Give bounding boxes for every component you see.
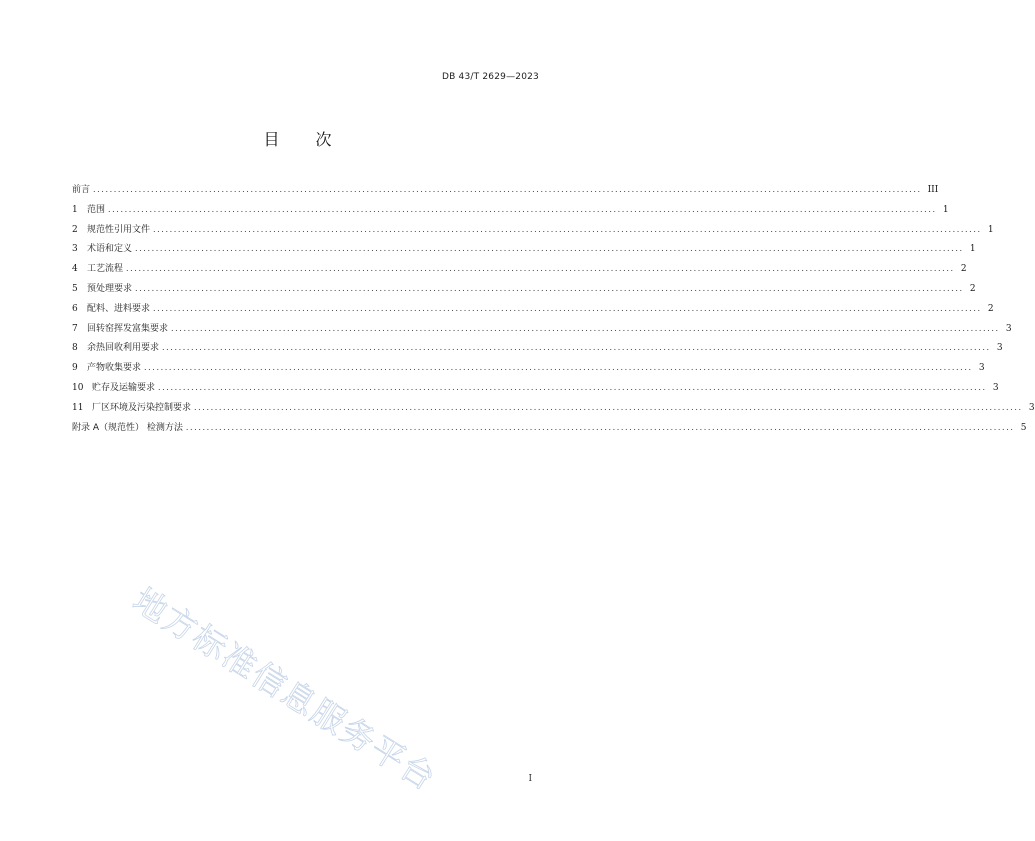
toc-page: 2 <box>987 303 994 314</box>
toc-leader: ........................................................................................................................................................................................................ <box>153 303 982 313</box>
toc-leader: ........................................................................................................................................................................................................ <box>194 402 1023 412</box>
toc-number: 8 <box>72 343 78 354</box>
toc-leader: ........................................................................................................................................................................................................ <box>162 343 991 353</box>
toc-page: 2 <box>969 283 976 294</box>
toc-row[interactable] <box>72 239 976 259</box>
toc-leader: ........................................................................................................................................................................................................ <box>135 244 964 254</box>
toc-label: 产物收集要求 <box>87 363 142 374</box>
toc-label: 预处理要求 <box>87 283 133 294</box>
toc-number: 6 <box>72 303 78 314</box>
toc-page: 3 <box>1005 323 1012 334</box>
title-char-1: 目 <box>263 130 280 149</box>
toc-number: 11 <box>72 402 84 413</box>
toc-leader: ........................................................................................................................................................................................................ <box>171 323 1000 333</box>
document-code: DB 43/T 2629—2023 <box>441 72 539 82</box>
toc-leader: ........................................................................................................................................................................................................ <box>126 264 955 274</box>
toc-leader: ........................................................................................................................................................................................................ <box>93 185 922 194</box>
toc-row[interactable] <box>72 279 976 299</box>
toc-row[interactable] <box>72 319 1012 339</box>
toc-row[interactable] <box>72 200 949 220</box>
toc-leader: ........................................................................................................................................................................................................ <box>158 382 987 392</box>
toc-page: 1 <box>969 244 976 255</box>
toc-page: 2 <box>960 264 967 275</box>
toc-label: 范围 <box>87 204 106 215</box>
toc-number: 9 <box>72 363 78 374</box>
toc-label: 规范性引用文件 <box>87 224 151 235</box>
toc-row[interactable] <box>72 358 985 378</box>
toc-row[interactable] <box>72 418 1027 438</box>
toc-row[interactable] <box>72 180 939 200</box>
toc-leader: ........................................................................................................................................................................................................ <box>185 422 1015 432</box>
toc-row[interactable] <box>72 378 999 398</box>
toc-number: 3 <box>72 244 78 255</box>
toc-row[interactable] <box>72 398 1035 418</box>
toc-page: 3 <box>978 363 985 374</box>
toc-page: 5 <box>1020 422 1027 433</box>
toc-number: 5 <box>72 283 78 294</box>
toc-label: 工艺流程 <box>87 264 124 275</box>
toc-number: 4 <box>72 264 78 275</box>
watermark: 地方标准信息服务平台 <box>126 580 444 799</box>
toc-row[interactable] <box>72 338 1003 358</box>
toc-leader: ........................................................................................................................................................................................................ <box>135 283 964 293</box>
toc-label: 回转窑挥发富集要求 <box>87 323 169 334</box>
title-char-2: 次 <box>315 130 332 149</box>
toc-label: 配料、进料要求 <box>87 303 151 314</box>
toc-page: 3 <box>996 343 1003 354</box>
toc-number: 2 <box>72 224 78 235</box>
toc-row[interactable] <box>72 259 967 279</box>
table-of-contents <box>72 180 1035 437</box>
toc-page: 3 <box>992 382 999 393</box>
toc-page: 1 <box>942 204 949 215</box>
toc-leader: ........................................................................................................................................................................................................ <box>153 224 982 234</box>
toc-leader: ........................................................................................................................................................................................................ <box>144 363 973 373</box>
toc-number: 10 <box>72 382 84 393</box>
toc-page: 1 <box>987 224 994 235</box>
toc-label: 附录 A（规范性） 检测方法 <box>72 422 183 433</box>
toc-row[interactable] <box>72 220 994 240</box>
toc-number: 7 <box>72 323 78 334</box>
toc-label: 贮存及运输要求 <box>92 382 156 393</box>
toc-page: III <box>927 185 939 195</box>
toc-page: 3 <box>1028 402 1035 413</box>
toc-number: 1 <box>72 204 78 215</box>
toc-label: 厂区环境及污染控制要求 <box>92 402 192 413</box>
page-number: I <box>528 774 532 784</box>
toc-label: 术语和定义 <box>87 244 133 255</box>
toc-leader: ........................................................................................................................................................................................................ <box>108 204 937 214</box>
page-title <box>0 127 595 150</box>
toc-label: 余热回收利用要求 <box>87 343 160 354</box>
toc-row[interactable] <box>72 299 994 319</box>
toc-label: 前言 <box>72 185 91 195</box>
